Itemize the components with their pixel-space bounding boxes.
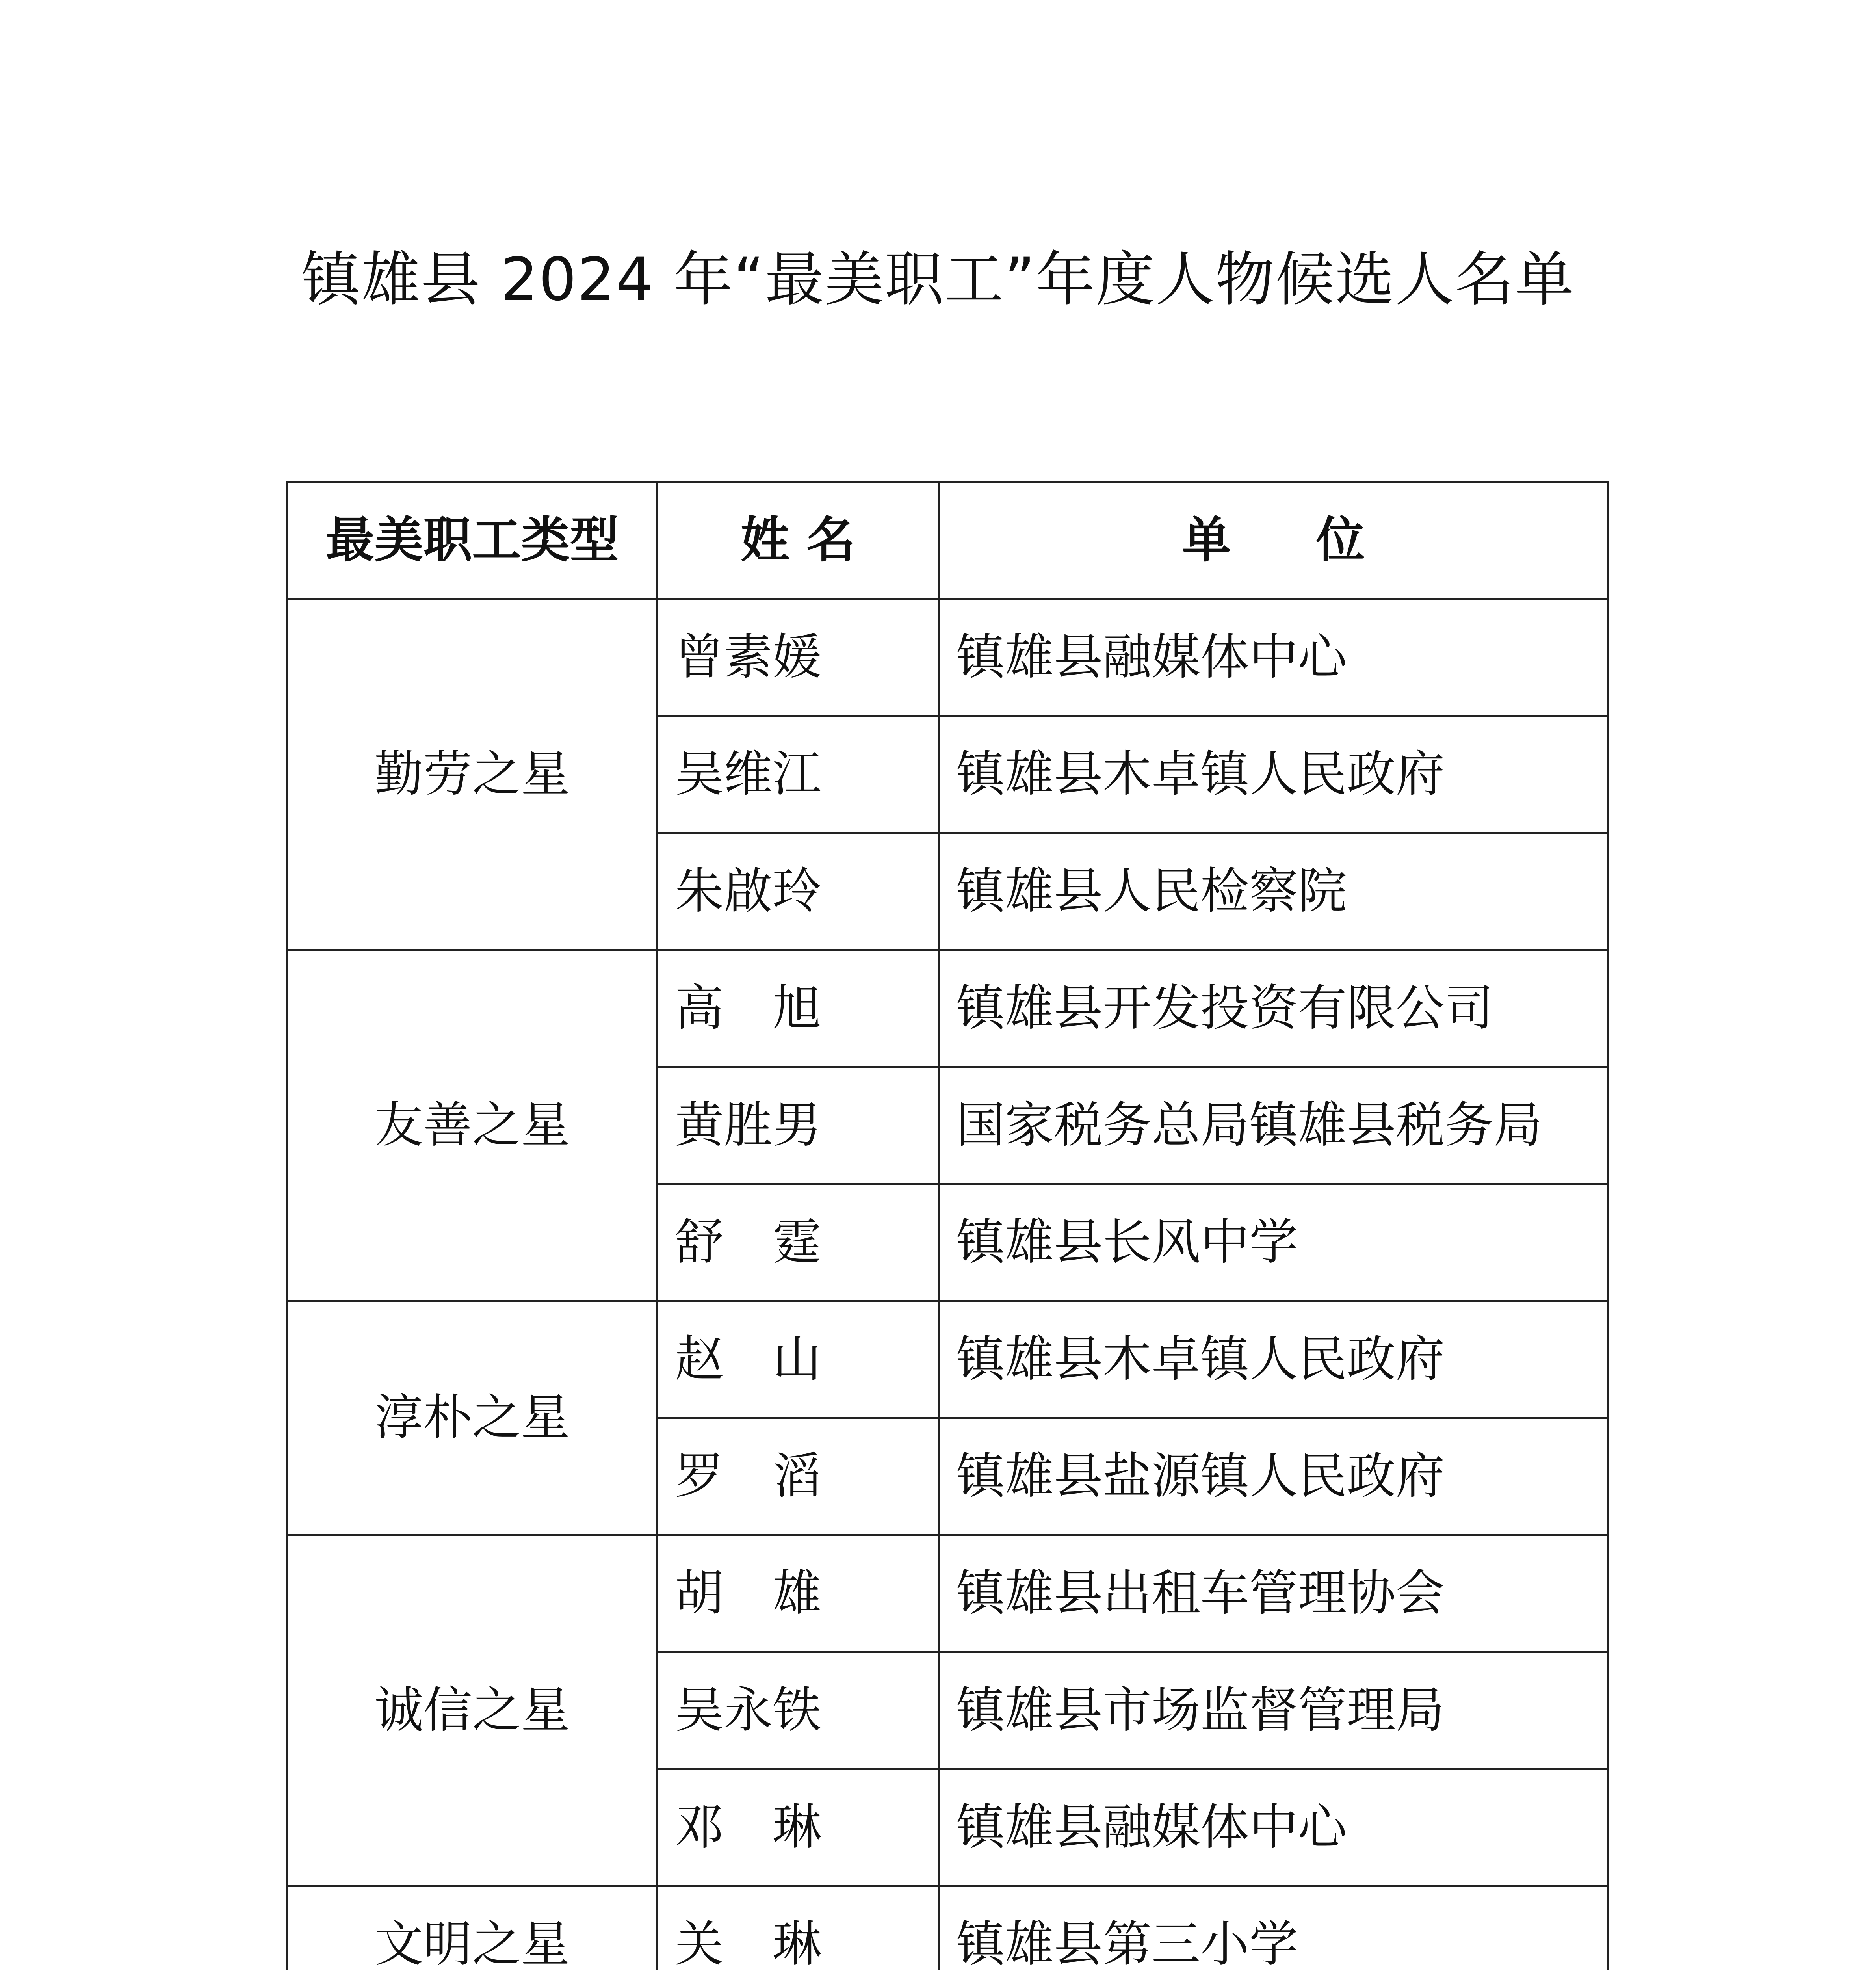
table-row bbox=[287, 950, 1609, 1067]
unit-cell: 镇雄县市场监督管理局 bbox=[939, 1652, 1609, 1769]
unit-cell: 镇雄县长风中学 bbox=[939, 1184, 1609, 1301]
unit-cell: 镇雄县出租车管理协会 bbox=[939, 1535, 1609, 1652]
category-cell: 友善之星 bbox=[287, 950, 658, 1301]
unit-cell: 镇雄县木卓镇人民政府 bbox=[939, 1301, 1609, 1418]
unit-cell: 国家税务总局镇雄县税务局 bbox=[939, 1067, 1609, 1184]
name-cell: 罗 滔 bbox=[658, 1418, 939, 1535]
table-row bbox=[287, 1301, 1609, 1418]
unit-cell: 镇雄县木卓镇人民政府 bbox=[939, 716, 1609, 833]
table-header-row bbox=[287, 482, 1609, 599]
name-cell: 高 旭 bbox=[658, 950, 939, 1067]
name-cell: 胡 雄 bbox=[658, 1535, 939, 1652]
document-title: 镇雄县 2024 年“最美职工”年度人物候选人名单 bbox=[301, 245, 1575, 314]
unit-cell: 镇雄县融媒体中心 bbox=[939, 599, 1609, 716]
unit-cell: 镇雄县盐源镇人民政府 bbox=[939, 1418, 1609, 1535]
name-cell: 舒 霆 bbox=[658, 1184, 939, 1301]
name-cell: 吴永铁 bbox=[658, 1652, 939, 1769]
name-cell: 赵 山 bbox=[658, 1301, 939, 1418]
header-category: 最美职工类型 bbox=[287, 482, 658, 599]
table-row bbox=[287, 1886, 1609, 1970]
candidate-table bbox=[286, 481, 1609, 1970]
table-row bbox=[287, 599, 1609, 716]
name-cell: 朱啟玲 bbox=[658, 833, 939, 950]
category-cell: 淳朴之星 bbox=[287, 1301, 658, 1535]
category-cell: 文明之星 bbox=[287, 1886, 658, 1970]
category-cell: 诚信之星 bbox=[287, 1535, 658, 1886]
name-cell: 曾素媛 bbox=[658, 599, 939, 716]
unit-cell: 镇雄县融媒体中心 bbox=[939, 1769, 1609, 1886]
unit-cell: 镇雄县开发投资有限公司 bbox=[939, 950, 1609, 1067]
header-unit: 单 位 bbox=[939, 482, 1609, 599]
name-cell: 关 琳 bbox=[658, 1886, 939, 1970]
unit-cell: 镇雄县第三小学 bbox=[939, 1886, 1609, 1970]
header-name: 姓 名 bbox=[658, 482, 939, 599]
unit-cell: 镇雄县人民检察院 bbox=[939, 833, 1609, 950]
name-cell: 黄胜男 bbox=[658, 1067, 939, 1184]
name-cell: 吴维江 bbox=[658, 716, 939, 833]
category-cell: 勤劳之星 bbox=[287, 599, 658, 950]
name-cell: 邓 琳 bbox=[658, 1769, 939, 1886]
table-row bbox=[287, 1535, 1609, 1652]
